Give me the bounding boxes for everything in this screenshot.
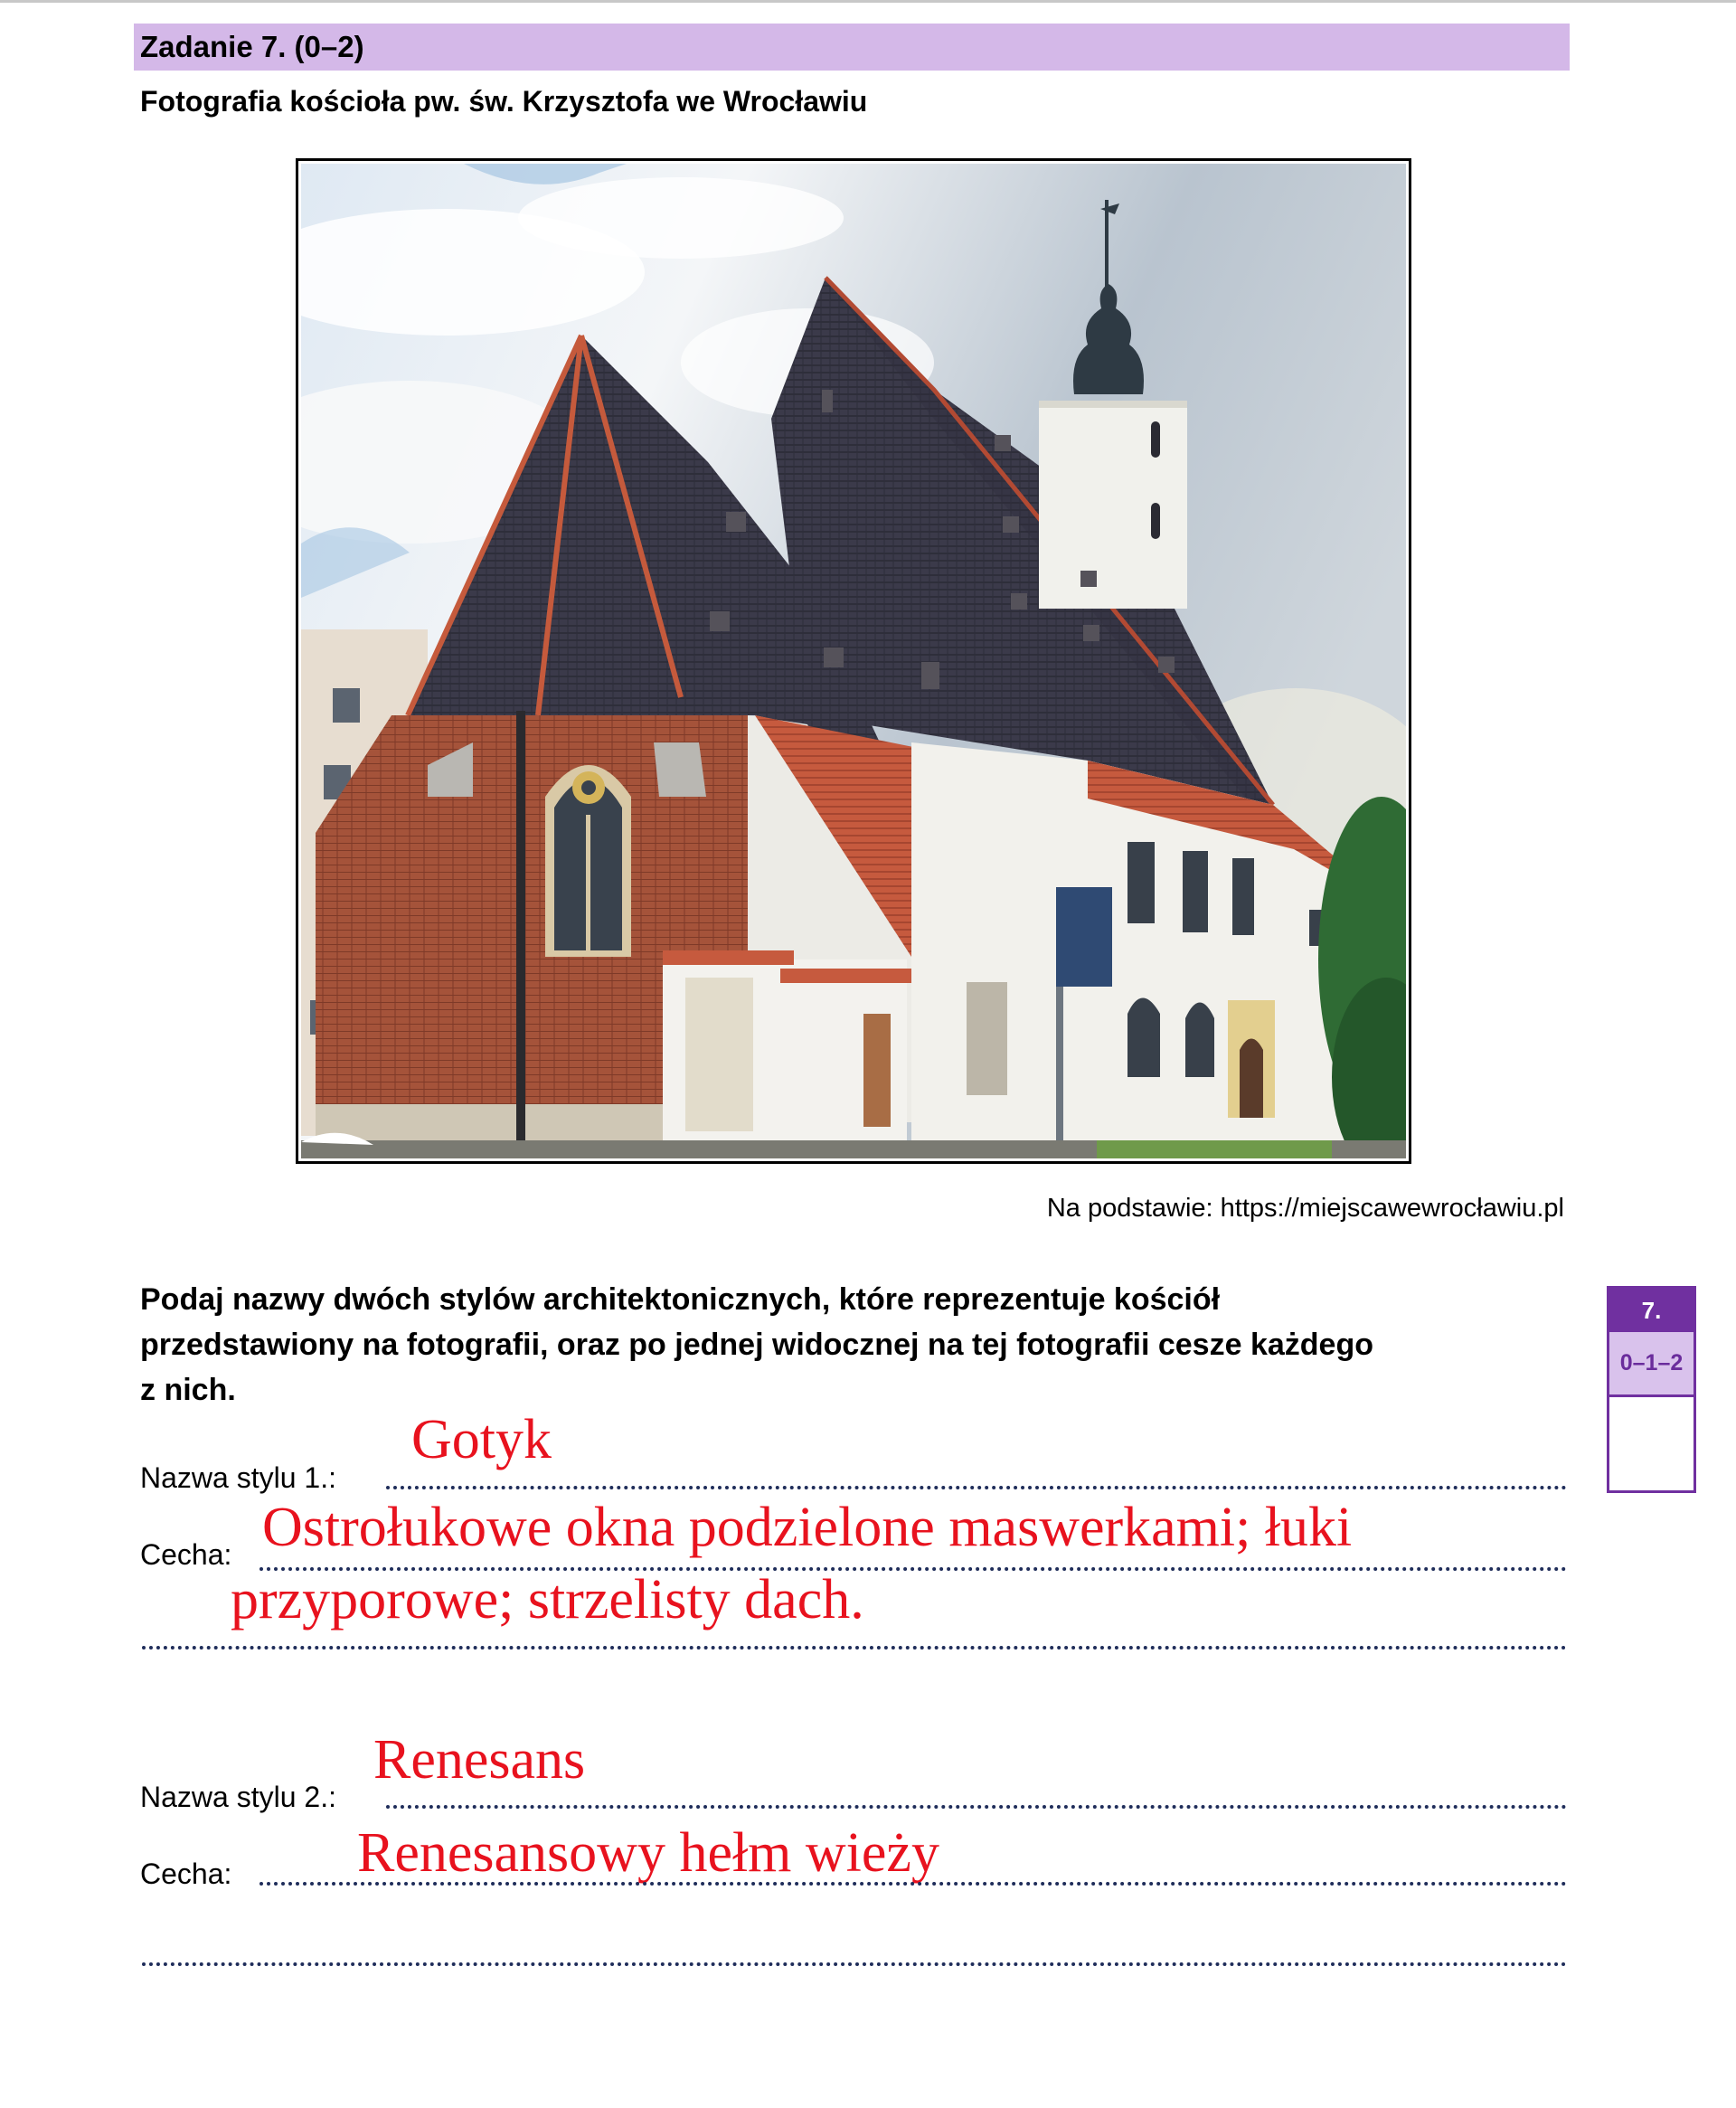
church-photo-image — [301, 164, 1406, 1158]
style1-feature-label: Cecha: — [140, 1538, 232, 1571]
style2-feature-label: Cecha: — [140, 1857, 232, 1890]
style2-name-label: Nazwa stylu 2.: — [140, 1781, 336, 1813]
style2-name-answer: Renesans — [373, 1729, 586, 1791]
instruction-line-3: z nich. — [140, 1373, 236, 1407]
style2-name-line[interactable] — [386, 1805, 1567, 1809]
score-task-number: 7. — [1609, 1289, 1694, 1332]
photo-source-caption: Na podstawie: https://miejscawewrocławiu.pl — [1046, 1194, 1564, 1223]
score-range: 0–1–2 — [1609, 1332, 1694, 1397]
instruction-line-1: Podaj nazwy dwóch stylów architektonicznych, które reprezentuje kościół — [140, 1282, 1221, 1317]
church-photo — [296, 158, 1411, 1164]
task-header — [134, 24, 1570, 71]
style1-name-label: Nazwa stylu 1.: — [140, 1461, 336, 1494]
page-top-rule — [0, 0, 1736, 3]
task-instruction — [140, 1277, 1551, 1413]
style1-name-line[interactable] — [386, 1486, 1567, 1489]
style2-feature-line[interactable] — [259, 1882, 1567, 1886]
score-box — [1607, 1286, 1696, 1493]
style2-feature-answer: Renesansowy hełm wieży — [357, 1822, 939, 1884]
instruction-line-2: przedstawiony na fotografii, oraz po jednej widocznej na tej fotografii cesze każdego — [140, 1328, 1373, 1362]
score-entry-field[interactable] — [1609, 1397, 1694, 1490]
style1-feature-answer-line2: przyporowe; strzelisty dach. — [231, 1569, 864, 1631]
task-header-label: Zadanie 7. (0–2) — [140, 30, 364, 63]
photo-title: Fotografia kościoła pw. św. Krzysztofa we Wrocławiu — [140, 85, 868, 118]
style2-feature-line-2[interactable] — [142, 1962, 1567, 1966]
style1-feature-answer-line1: Ostrołukowe okna podzielone maswerkami; łuki — [262, 1497, 1353, 1558]
style1-feature-line-2[interactable] — [142, 1646, 1567, 1650]
style1-name-answer: Gotyk — [411, 1409, 552, 1470]
